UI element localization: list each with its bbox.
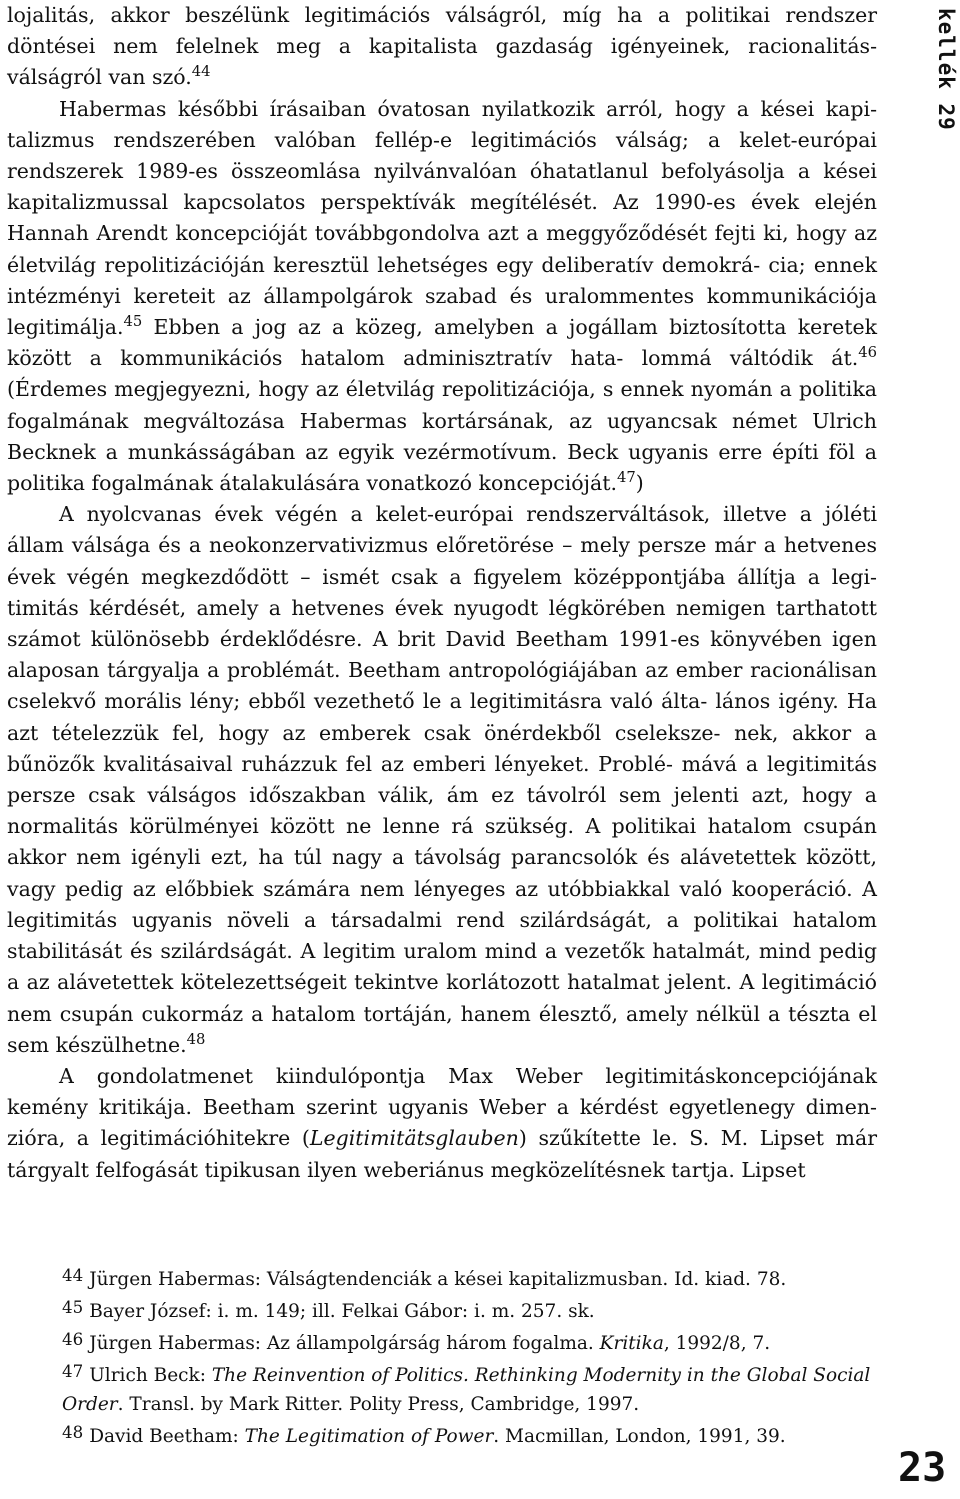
footnote — [62, 1262, 882, 1294]
footnote-number: 45 — [62, 1298, 84, 1318]
text-run: Jürgen Habermas: Válságtendenciák a kései kapitalizmusban. Id. kiad. 78. — [89, 1269, 787, 1291]
text-run: Bayer József: i. m. 149; ill. Felkai Gábor: i. m. 257. sk. — [89, 1301, 595, 1323]
paragraph — [7, 499, 877, 1061]
footnotes — [62, 1262, 882, 1451]
italic-text: The Reinvention of Politics. Rethinking Modernity in the Global Social Order — [62, 1365, 871, 1415]
footnote-ref: 45 — [123, 312, 143, 330]
text-run: Ebben a jog az a közeg, amelyben a jogállam biztosította keretek között a kommunikációs hatalom adminisztratív hata- lommá váltódik át. — [7, 315, 877, 371]
text-run: Ulrich Beck: — [89, 1365, 212, 1387]
paragraph — [7, 1061, 877, 1186]
text-run: A nyolcvanas évek végén a kelet-európai rendszerváltások, illetve a jóléti állam válsága és a neokonzervativizmus előretörése – mely persze már a hetvenes évek végén megkezdődött – ismét csak a figyelem középpontjába állítja a legi- timitás kérdését, amely a hetvenes évek nyugodt légkörében nemigen tarthatott számot különösebb érdeklődésre. A brit David Beetham 1991-es könyvében igen alaposan tárgyalja a problémát. Beetham antropológiájában az ember racionálisan cselekvő morális lény; ebből vezethető le a legitimitásra való álta- lános igény. Ha azt tételezzük fel, hogy az emberek csak önérdekből cseleksze- nek, akkor a bűnözők kvalitásaival ruházzuk fel az emberi lényeket. Problé- mává a legitimitás persze csak válságos időszakban válik, ám ez távolról sem jelenti azt, hogy a normalitás körülményei között ne lenne rá szükség. A politikai hatalom csupán akkor nem igényli ezt, ha túl nagy a távolság parancsolók és alávetettek között, vagy pedig az előbbiek számára nem lényeges az utóbbiakkal való kooperáció. A legitimitás ugyanis növeli a társadalmi rend szilárdságát, a politikai hatalom stabilitását és szilárdságát. A legitim uralom mind a vezetők hatalmát, mind pedig a az alávetettek kötelezettségeit tekintve korlátozott hatalmat jelent. A legitimáció nem csupán cukormáz a hatalom tortáján, hanem élesztő, amely nélkül a tészta el sem készülhetne. — [7, 502, 877, 1057]
page — [7, 0, 877, 1186]
body-text — [7, 0, 877, 1186]
footnote-ref: 48 — [186, 1030, 206, 1048]
journal-name: kellék — [934, 8, 958, 90]
footnote-ref: 47 — [616, 468, 636, 486]
text-run: (Érdemes megjegyezni, hogy az életvilág repolitizációja, s ennek nyomán a politika fogalmának megváltozása Habermas kortársának, az ugyancsak német Ulrich Becknek a munkásságában az egyik vezérmotívum. Beck ugyanis erre építi föl a politika fogalmának átalakulására vonatkozó koncepcióját. — [7, 377, 877, 496]
text-run: , 1992/8, 7. — [663, 1333, 771, 1355]
footnote-number: 46 — [62, 1330, 84, 1350]
text-run: Jürgen Habermas: Az állampolgárság három fogalma. — [89, 1333, 600, 1355]
text-run: ) szűkítette le. S. M. Lipset már tárgyalt felfogását tipikusan ilyen weberiánus megközelítésnek tartja. Lipset — [7, 1126, 877, 1182]
italic-text: Legitimitätsglauben — [309, 1126, 519, 1151]
text-run: . Transl. by Mark Ritter. Polity Press, Cambridge, 1997. — [117, 1393, 640, 1415]
text-run: A gondolatmenet kiindulópontja Max Weber legitimitáskoncepciójának kemény kritikája. Beetham szerint ugyanis Weber a kérdést egyetlenegy dimen- zióra, a legitimációhitekre ( — [7, 1063, 877, 1151]
footnote — [62, 1294, 882, 1326]
footnote-number: 48 — [62, 1422, 84, 1442]
text-run: . Macmillan, London, 1991, 39. — [493, 1425, 786, 1447]
footnote-ref: 44 — [191, 63, 211, 81]
italic-text: The Legitimation of Power — [244, 1425, 494, 1447]
text-run: Habermas későbbi írásaiban óvatosan nyilatkozik arról, hogy a kései kapi- talizmus rendszerében valóban fellép-e legitimációs válság; a kelet-európai rendszerek 1989-es összeomlása nyilvánvalóan óhatatlanul befolyásolja a kései kapitalizmussal kapcsolatos perspektívák megítélését. Az 1990-es évek elején Hannah Arendt koncepcióját továbbgondolva azt a meggyőződését fejti ki, hogy az életvilág repolitizációján keresztül lehetséges egy deliberatív demokrá- cia; ennek intézményi kereteit az állampolgárok szabad és uralommentes kommunikációja legitimálja. — [7, 96, 877, 340]
paragraph — [7, 94, 877, 500]
issue-number: 29 — [934, 103, 958, 131]
footnote — [62, 1326, 882, 1358]
italic-text: Kritika — [599, 1333, 664, 1355]
footnote-number: 44 — [62, 1266, 84, 1285]
running-head — [918, 8, 958, 168]
text-run: ) — [635, 471, 644, 496]
footnote — [62, 1419, 882, 1451]
text-run: lojalitás, akkor beszélünk legitimációs válságról, míg ha a politikai rendszer döntései nem felelnek meg a kapitalista gazdaság igényeinek, racionalitás- válságról van szó. — [7, 3, 877, 90]
footnote-number: 47 — [62, 1362, 84, 1382]
footnote — [62, 1358, 882, 1418]
paragraph — [7, 0, 877, 94]
page-number: 23 — [898, 1445, 947, 1491]
text-run: David Beetham: — [89, 1425, 245, 1447]
footnote-ref: 46 — [858, 344, 877, 362]
